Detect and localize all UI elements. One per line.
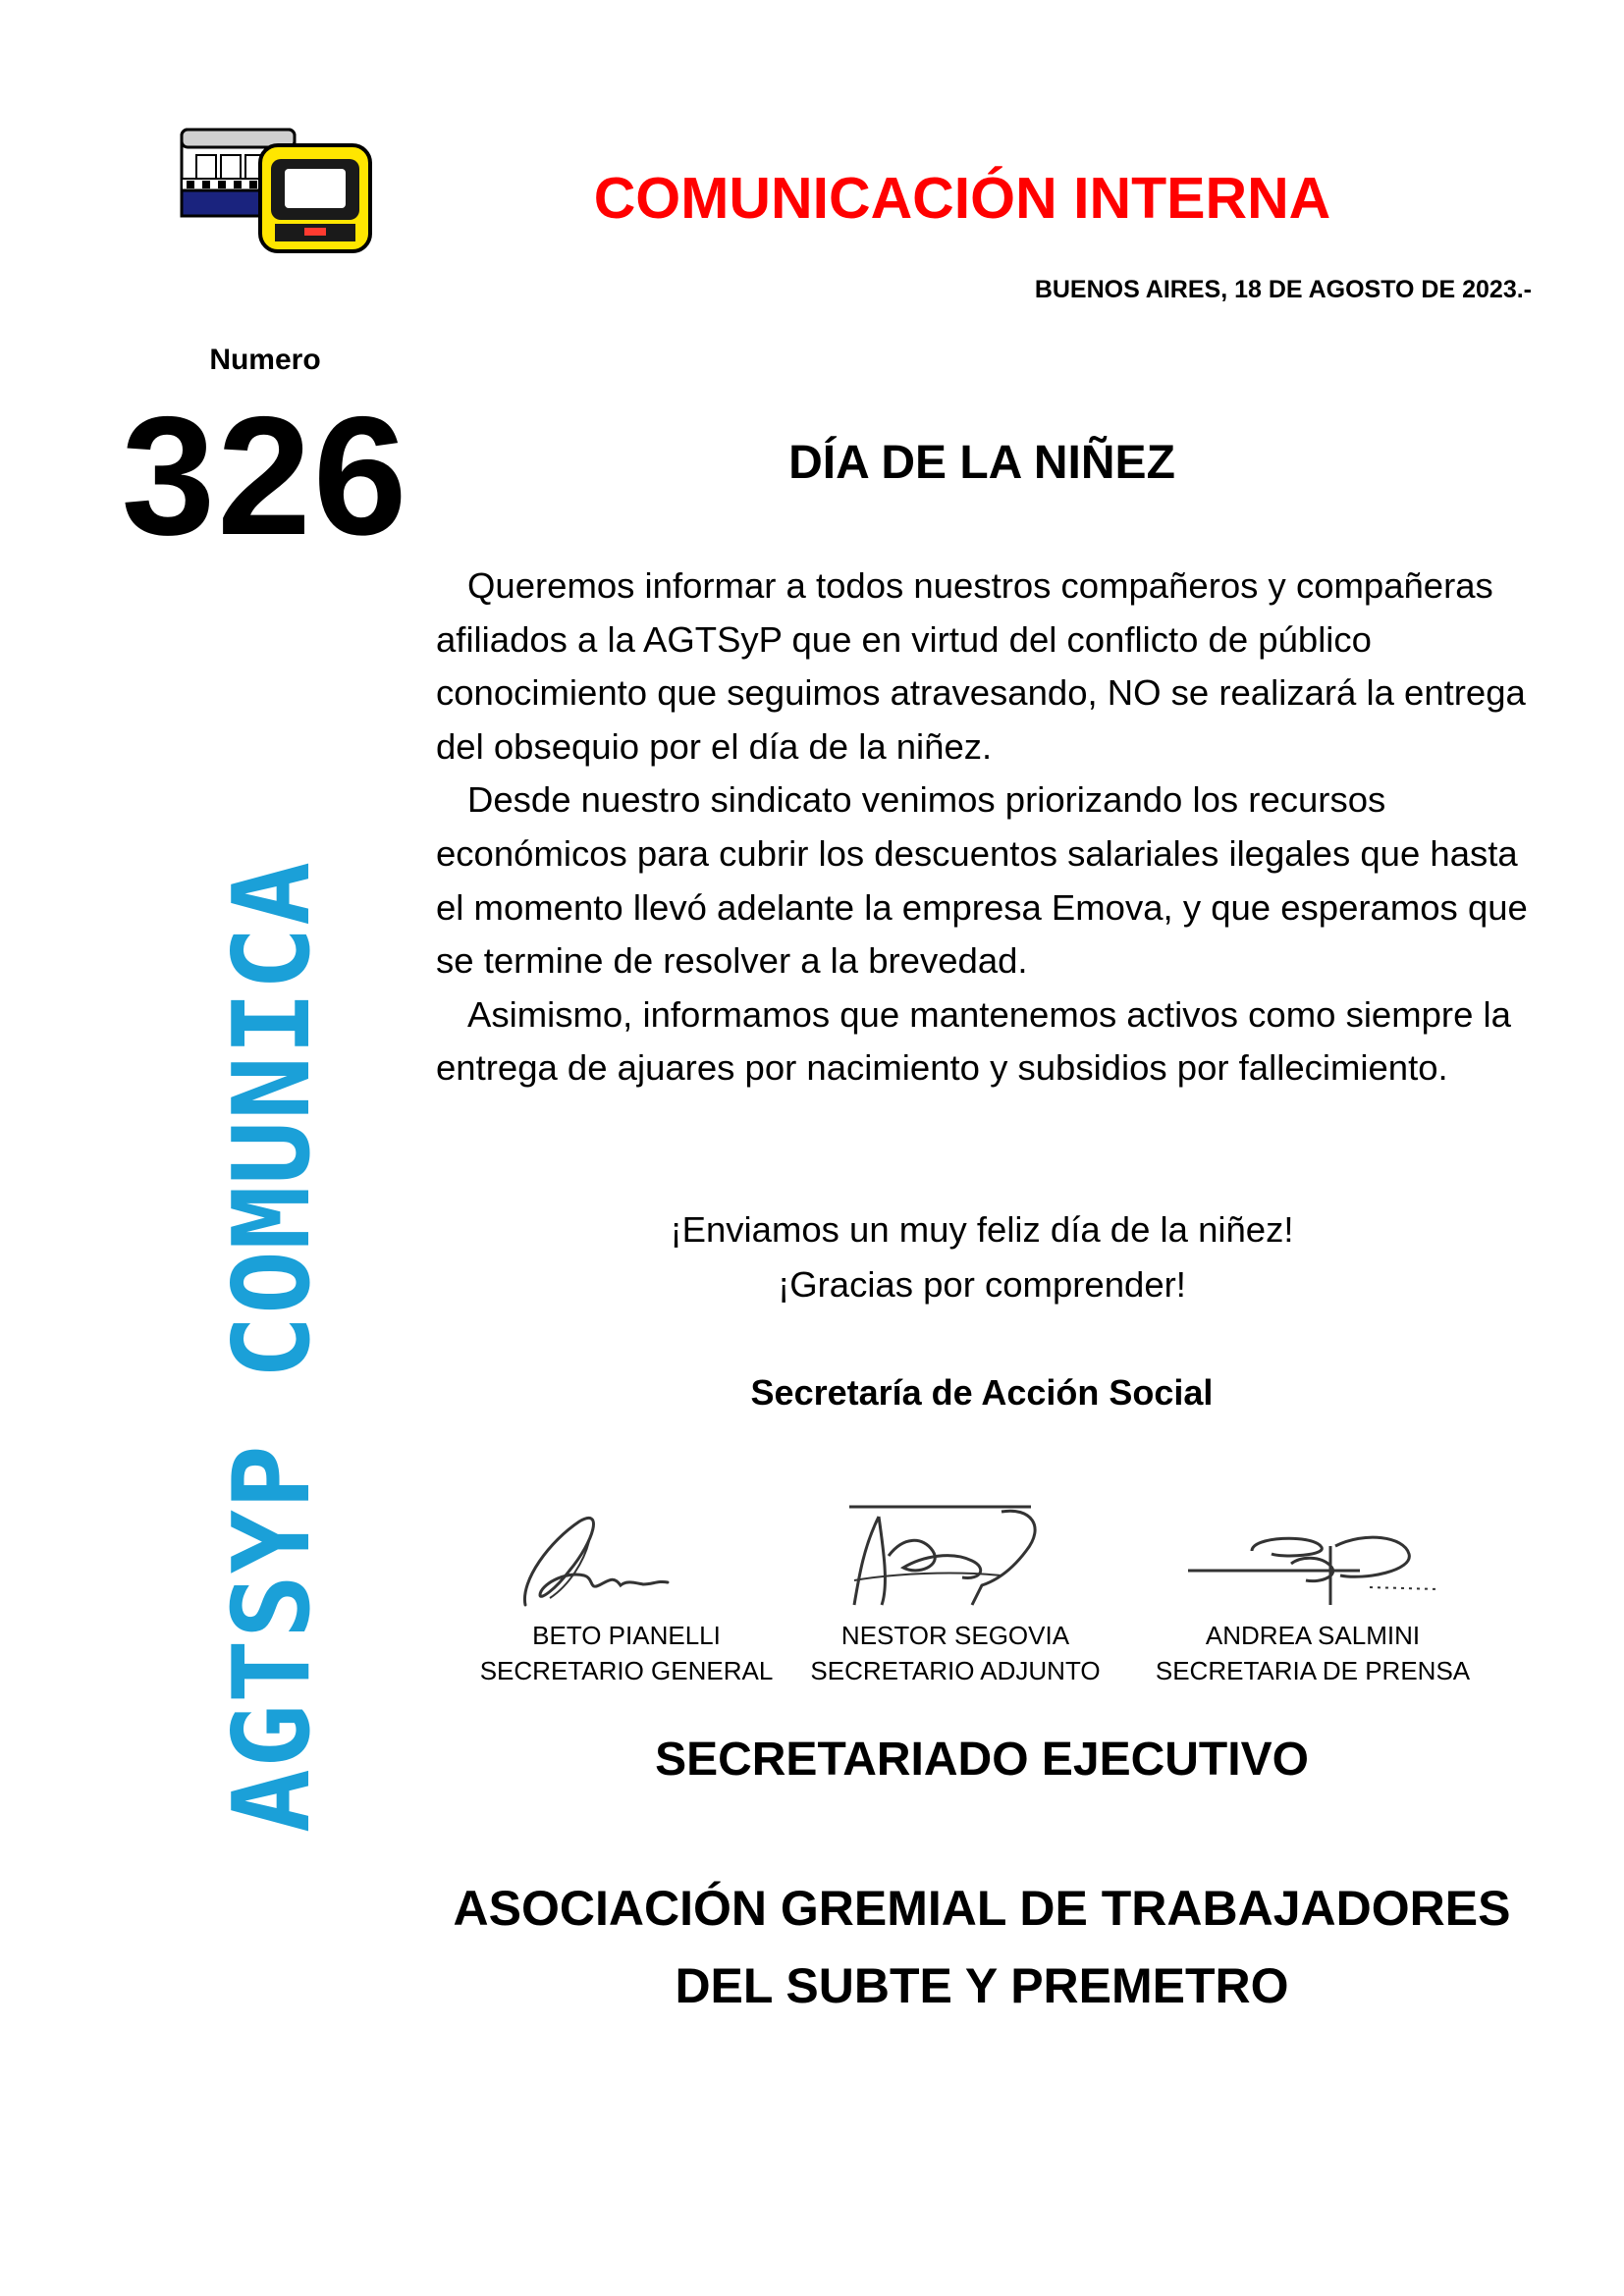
subway-trains-logo-icon xyxy=(177,118,378,255)
executive-title: SECRETARIADO EJECUTIVO xyxy=(655,1734,1309,1786)
signatory-block xyxy=(1136,1618,1489,1688)
document-heading: DÍA DE LA NIÑEZ xyxy=(788,437,1175,489)
paragraph: Queremos informar a todos nuestros compañeros y compañeras afiliados a la AGTSyP que en virtud del conflicto de público conocimiento que seguimos atravesando, NO se realizará la entrega del obsequio por el día de la niñez. xyxy=(436,565,1526,767)
closing-greeting: ¡Enviamos un muy feliz día de la niñez! xyxy=(670,1209,1294,1250)
vertical-brand-text: AGTSYP COMUNICA xyxy=(211,860,334,1834)
document-date: BUENOS AIRES, 18 DE AGOSTO DE 2023.- xyxy=(1034,276,1532,303)
signature-image xyxy=(511,1502,677,1615)
signature-image xyxy=(835,1497,1060,1615)
association-name-line: ASOCIACIÓN GREMIAL DE TRABAJADORES xyxy=(453,1881,1511,1936)
signatory-block xyxy=(779,1618,1132,1688)
main-title: COMUNICACIÓN INTERNA xyxy=(593,166,1331,231)
body-text xyxy=(436,560,1555,1095)
signatory-role: SECRETARIO ADJUNTO xyxy=(810,1656,1101,1685)
number-label: Numero xyxy=(209,344,321,376)
paragraph: Asimismo, informamos que mantenemos activos como siempre la entrega de ajuares por nacimiento y subsidios por fallecimiento. xyxy=(436,993,1511,1089)
signatory-name: ANDREA SALMINI xyxy=(1205,1621,1421,1650)
paragraph: Desde nuestro sindicato venimos priorizando los recursos económicos para cubrir los descuentos salariales ilegales que hasta el momento llevó adelante la empresa Emova, y que esperamos que se termine de resolver a la brevedad. xyxy=(436,779,1528,982)
signature-image xyxy=(1183,1526,1448,1615)
association-name-line: DEL SUBTE Y PREMETRO xyxy=(675,1958,1289,2013)
closing-thanks: ¡Gracias por comprender! xyxy=(778,1264,1186,1305)
document-number: 326 xyxy=(121,382,409,570)
signatory-role: SECRETARIA DE PRENSA xyxy=(1155,1656,1471,1685)
department-name: Secretaría de Acción Social xyxy=(750,1372,1214,1413)
signatory-role: SECRETARIO GENERAL xyxy=(479,1656,774,1685)
signatory-name: NESTOR SEGOVIA xyxy=(840,1621,1070,1650)
signatory-name: BETO PIANELLI xyxy=(532,1621,721,1650)
signatory-block xyxy=(450,1618,803,1688)
